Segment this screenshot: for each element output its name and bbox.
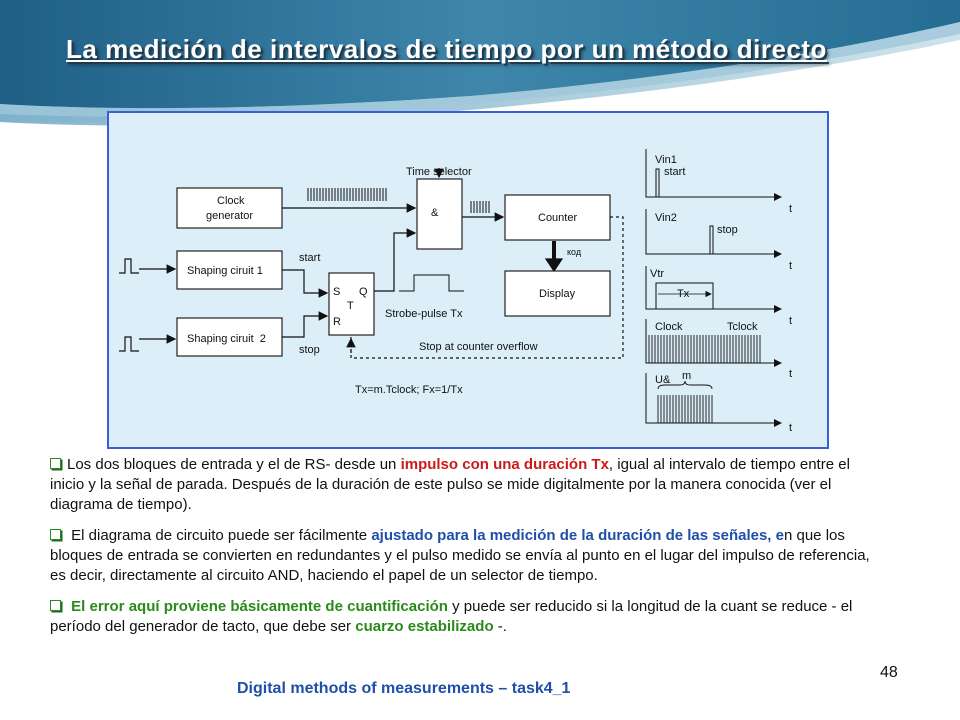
circuit-figure	[107, 111, 829, 449]
counter-label: Counter	[538, 212, 578, 224]
input-pulse-2	[119, 337, 139, 351]
start-label: start	[299, 252, 321, 264]
t-axis-label: t	[789, 368, 793, 380]
clock-generator-label-1: Clock	[217, 195, 245, 207]
clock-pulse-train	[308, 188, 386, 201]
t-axis-label: t	[789, 260, 793, 272]
and-gate-label: &	[431, 207, 439, 219]
vin1-start-label: start	[664, 166, 686, 178]
rs-t-label: T	[347, 300, 354, 312]
square-bullet-icon	[50, 600, 61, 611]
clock-generator-label-2: generator	[206, 210, 254, 222]
uand-label: U&	[655, 374, 671, 386]
vtr-label: Vtr	[650, 268, 665, 280]
t-axis-label: t	[789, 203, 793, 215]
vin1-label: Vin1	[655, 154, 677, 166]
square-bullet-icon	[50, 458, 61, 469]
input-pulse-1	[119, 259, 139, 273]
square-bullet-icon	[50, 529, 61, 540]
overflow-label: Stop at counter overflow	[419, 341, 538, 353]
display-label: Display	[539, 288, 576, 300]
vin2-label: Vin2	[655, 212, 677, 224]
circuit-diagram	[109, 113, 827, 447]
shaping-circuit-2-label: Shaping ciruit 2	[187, 333, 266, 345]
vin2-stop-label: stop	[717, 224, 738, 236]
rs-q-label: Q	[359, 286, 368, 298]
t-axis-label: t	[789, 315, 793, 327]
t-axis-label: t	[789, 422, 793, 434]
and-output-pulses	[658, 395, 712, 423]
and-gate-box	[417, 179, 462, 249]
m-label: m	[682, 370, 692, 382]
kod-label: код	[567, 247, 582, 257]
tx-label: Tx	[677, 288, 690, 300]
bullet-3: El error aquí proviene básicamente de cuantificación y puede ser reducido si la longitud de la cuant se reduce - el período del generador de tacto, que debe ser cuarzo estabilizado -.	[50, 598, 853, 635]
footer-caption: Digital methods of measurements – task4_1	[237, 680, 571, 697]
slide-title: La medición de intervalos de tiempo por un método directo	[66, 34, 827, 64]
clock-generator-box	[177, 188, 282, 228]
bullet-list	[50, 455, 880, 648]
strobe-pulse	[399, 275, 464, 291]
rs-s-label: S	[333, 286, 341, 298]
formula-label: Tx=m.Tclock; Fx=1/Tx	[355, 384, 463, 396]
time-selector-label: Time selector	[406, 166, 472, 178]
rs-r-label: R	[333, 316, 341, 328]
strobe-label: Strobe-pulse Tx	[385, 308, 463, 320]
tclock-label: Tclock	[727, 321, 758, 333]
clock-timing-pulses	[649, 335, 760, 363]
clock-timing-label: Clock	[655, 321, 683, 333]
bullet-1: Los dos bloques de entrada y el de RS- desde un impulso con una duración Tx, igual al intervalo de tiempo entre el inicio y la señal de parada. Después de la duración de este pulso se mide digitalmente por la manera conocida (ver el diagrama de tiempo).	[50, 456, 850, 513]
bullet-2: El diagrama de circuito puede ser fácilmente ajustado para la medición de la duración de las señales, en que los bloques de entrada se convierten en redundantes y el pulso medido se envía al punto en el lugar del impulso de referencia, es decir, directamente al circuito AND, haciendo el papel de un selector de tiempo.	[50, 527, 870, 584]
page-number: 48	[880, 664, 898, 681]
shaping-circuit-1-label: Shaping ciruit 1	[187, 265, 263, 277]
stop-label: stop	[299, 344, 320, 356]
